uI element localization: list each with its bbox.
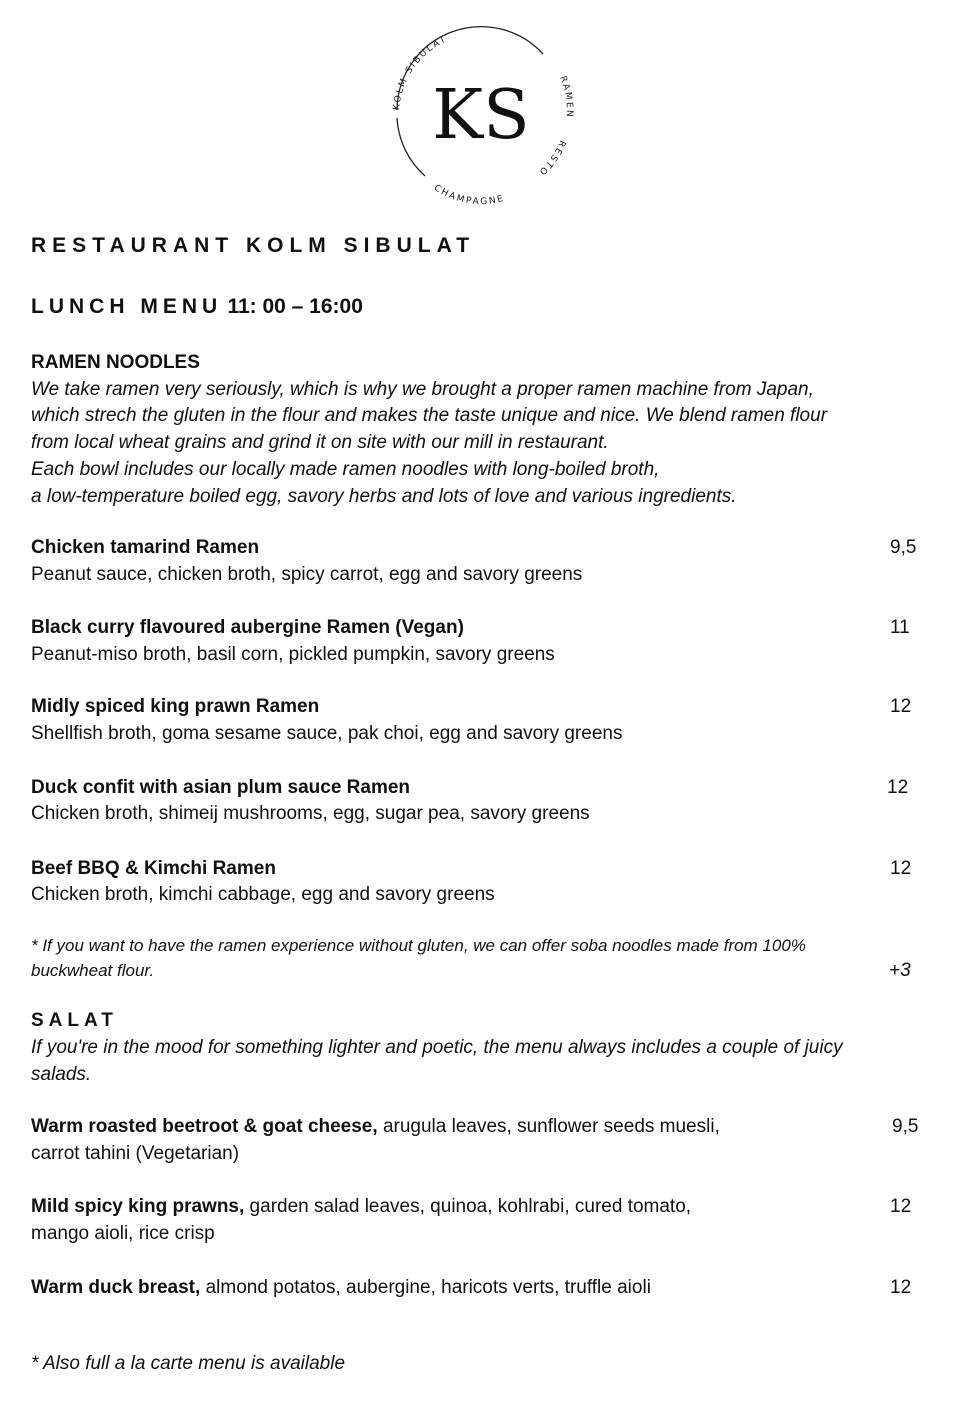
menu-item-description: Peanut-miso broth, basil corn, pickled pumpkin, savory greens xyxy=(31,644,555,665)
gluten-free-note: * If you want to have the ramen experience without gluten, we can offer soba noodles made from 100% xyxy=(31,936,806,955)
ramen-intro-line: We take ramen very seriously, which is why we brought a proper ramen machine from Japan, xyxy=(31,379,814,400)
gluten-free-price: +3 xyxy=(889,960,911,981)
menu-item-name: Black curry flavoured aubergine Ramen (Vegan) xyxy=(31,617,464,638)
menu-item-name: Chicken tamarind Ramen xyxy=(31,537,260,558)
logo-ring-resto: RESTO xyxy=(535,138,567,178)
salad-item-description: garden salad leaves, quinoa, kohlrabi, cured tomato, xyxy=(244,1196,692,1217)
restaurant-title: RESTAURANT KOLM SIBULAT xyxy=(31,234,476,257)
menu-item-description: Chicken broth, shimeij mushrooms, egg, sugar pea, savory greens xyxy=(31,803,590,824)
menu-item-price: 11 xyxy=(890,617,910,638)
restaurant-logo xyxy=(383,14,579,210)
salad-item xyxy=(31,1193,691,1220)
salad-item-description: almond potatos, aubergine, haricots verts, truffle aioli xyxy=(200,1277,651,1298)
salat-intro-line: salads. xyxy=(31,1064,92,1085)
menu-item-price: 12 xyxy=(890,696,912,717)
menu-item-name: Midly spiced king prawn Ramen xyxy=(31,696,320,717)
menu-item-name: Duck confit with asian plum sauce Ramen xyxy=(31,777,411,798)
salad-item xyxy=(31,1113,720,1140)
salad-item-description: carrot tahini (Vegetarian) xyxy=(31,1143,240,1164)
ramen-section-title: RAMEN NOODLES xyxy=(31,352,200,373)
salad-item-description: arugula leaves, sunflower seeds muesli, xyxy=(377,1116,720,1137)
salad-item-name: Warm duck breast, xyxy=(31,1277,201,1298)
menu-item-price: 12 xyxy=(890,858,912,879)
footer-note: * Also full a la carte menu is available xyxy=(31,1353,346,1374)
salad-item-price: 9,5 xyxy=(892,1116,919,1137)
lunch-menu-hours: 11: 00 – 16:00 xyxy=(227,295,363,318)
logo-ring-arc-left xyxy=(397,118,425,176)
salad-item-name: Mild spicy king prawns, xyxy=(31,1196,245,1217)
salad-item xyxy=(31,1274,651,1301)
ramen-intro-line: which strech the gluten in the flour and makes the taste unique and nice. We blend ramen flour xyxy=(31,405,828,426)
menu-item-price: 9,5 xyxy=(890,537,917,558)
salad-item-price: 12 xyxy=(890,1277,912,1298)
menu-item-description: Chicken broth, kimchi cabbage, egg and savory greens xyxy=(31,884,495,905)
menu-item-description: Shellfish broth, goma sesame sauce, pak choi, egg and savory greens xyxy=(31,723,623,744)
salat-intro-line: If you're in the mood for something lighter and poetic, the menu always includes a couple of juicy xyxy=(31,1037,843,1058)
salad-item-price: 12 xyxy=(890,1196,912,1217)
logo-ring-name: KOLM SIBULAT xyxy=(392,34,450,111)
ramen-intro-line: a low-temperature boiled egg, savory herbs and lots of love and various ingredients. xyxy=(31,486,737,507)
salat-section-title: SALAT xyxy=(31,1010,118,1031)
menu-item-name: Beef BBQ & Kimchi Ramen xyxy=(31,858,276,879)
menu-item-price: 12 xyxy=(887,777,909,798)
lunch-menu-header xyxy=(31,293,363,321)
logo-ring-champagne: CHAMPAGNE xyxy=(431,183,507,208)
lunch-menu-label: LUNCH MENU xyxy=(31,295,223,318)
salad-item-description: mango aioli, rice crisp xyxy=(31,1223,215,1244)
menu-item-description: Peanut sauce, chicken broth, spicy carrot, egg and savory greens xyxy=(31,564,583,585)
gluten-free-note: buckwheat flour. xyxy=(31,961,155,980)
salad-item-name: Warm roasted beetroot & goat cheese, xyxy=(31,1116,378,1137)
ramen-intro-line: from local wheat grains and grind it on site with our mill in restaurant. xyxy=(31,432,609,453)
logo-monogram: KS xyxy=(432,76,530,155)
ramen-intro-line: Each bowl includes our locally made ramen noodles with long-boiled broth, xyxy=(31,459,660,480)
logo-ring-ramen: RAMEN xyxy=(557,74,575,119)
